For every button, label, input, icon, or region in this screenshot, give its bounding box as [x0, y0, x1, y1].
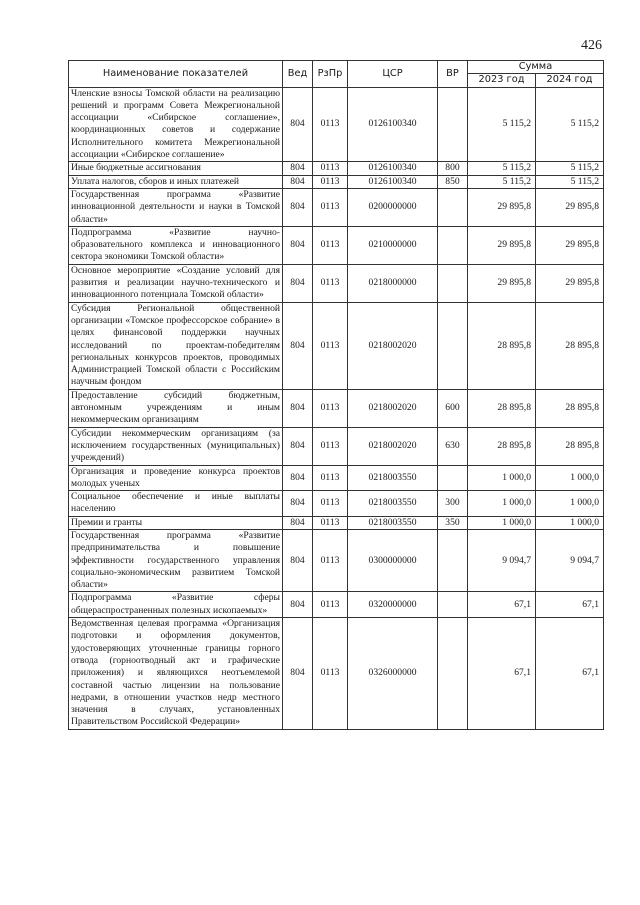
row-sum-2024-cell: 5 115,2 — [536, 175, 604, 188]
row-name-cell: Предоставление субсидий бюджетным, автономным учреждениям и иным некоммерческим организациям — [69, 389, 283, 427]
row-ved-cell: 804 — [283, 516, 313, 529]
table-row — [69, 465, 604, 491]
header-name: Наименование показателей — [69, 61, 283, 88]
row-name-cell: Подпрограмма «Развитие научно-образовательного комплекса и инновационного сектора экономики Томской области» — [69, 226, 283, 264]
row-rzpr-cell: 0113 — [313, 529, 348, 591]
row-vr-cell: 600 — [438, 389, 468, 427]
table-row — [69, 226, 604, 264]
row-csr-cell: 0218002020 — [348, 427, 438, 465]
row-csr-cell: 0320000000 — [348, 592, 438, 618]
row-sum-2023-cell: 28 895,8 — [468, 302, 536, 389]
header-csr: ЦСР — [348, 61, 438, 88]
row-ved-cell: 804 — [283, 618, 313, 730]
row-csr-cell: 0326000000 — [348, 618, 438, 730]
row-csr-cell: 0218003550 — [348, 465, 438, 491]
header-sum: Сумма — [468, 61, 604, 74]
table-row — [69, 264, 604, 302]
header-ved: Вед — [283, 61, 313, 88]
row-rzpr-cell: 0113 — [313, 592, 348, 618]
row-sum-2024-cell: 1 000,0 — [536, 465, 604, 491]
row-sum-2023-cell: 29 895,8 — [468, 264, 536, 302]
row-ved-cell: 804 — [283, 592, 313, 618]
row-rzpr-cell: 0113 — [313, 465, 348, 491]
row-vr-cell — [438, 592, 468, 618]
row-vr-cell — [438, 226, 468, 264]
row-name-cell: Членские взносы Томской области на реализацию решений и программ Совета Межрегиональной ассоциации «Сибирское соглашение», координационных советов и содержание Исполнительного комитета Межрегиональной ассоциации «Сибирское соглашение» — [69, 87, 283, 162]
row-rzpr-cell: 0113 — [313, 618, 348, 730]
page-number: 426 — [581, 38, 602, 53]
row-rzpr-cell: 0113 — [313, 175, 348, 188]
row-sum-2023-cell: 1 000,0 — [468, 465, 536, 491]
row-sum-2024-cell: 67,1 — [536, 618, 604, 730]
row-name-cell: Уплата налогов, сборов и иных платежей — [69, 175, 283, 188]
row-name-cell: Подпрограмма «Развитие сферы общераспространенных полезных ископаемых» — [69, 592, 283, 618]
row-sum-2023-cell: 28 895,8 — [468, 427, 536, 465]
table-row — [69, 427, 604, 465]
table-row — [69, 516, 604, 529]
row-ved-cell: 804 — [283, 465, 313, 491]
row-sum-2024-cell: 1 000,0 — [536, 491, 604, 517]
table-row — [69, 162, 604, 175]
row-sum-2023-cell: 5 115,2 — [468, 162, 536, 175]
row-sum-2024-cell: 28 895,8 — [536, 389, 604, 427]
table-row — [69, 87, 604, 162]
row-sum-2024-cell: 28 895,8 — [536, 427, 604, 465]
row-ved-cell: 804 — [283, 389, 313, 427]
row-rzpr-cell: 0113 — [313, 491, 348, 517]
row-rzpr-cell: 0113 — [313, 516, 348, 529]
row-csr-cell: 0126100340 — [348, 175, 438, 188]
row-sum-2023-cell: 1 000,0 — [468, 516, 536, 529]
row-sum-2023-cell: 28 895,8 — [468, 389, 536, 427]
row-rzpr-cell: 0113 — [313, 427, 348, 465]
row-sum-2023-cell: 29 895,8 — [468, 226, 536, 264]
row-sum-2024-cell: 5 115,2 — [536, 162, 604, 175]
row-ved-cell: 804 — [283, 302, 313, 389]
row-sum-2024-cell: 1 000,0 — [536, 516, 604, 529]
row-vr-cell — [438, 465, 468, 491]
row-vr-cell — [438, 529, 468, 591]
row-sum-2024-cell: 5 115,2 — [536, 87, 604, 162]
row-ved-cell: 804 — [283, 529, 313, 591]
row-sum-2024-cell: 29 895,8 — [536, 188, 604, 226]
row-vr-cell — [438, 264, 468, 302]
row-vr-cell: 850 — [438, 175, 468, 188]
row-name-cell: Ведомственная целевая программа «Организация подготовки и оформления документов, удостоверяющих уточненные границы горного отвода (горноотводный акт и графические приложения) и являющихся неотъемлемой составной частью лицензии на пользование недрами, в отношении участков недр местного значения в случаях, установленных Правительством Российской Федерации» — [69, 618, 283, 730]
table-row — [69, 491, 604, 517]
row-rzpr-cell: 0113 — [313, 162, 348, 175]
table-row — [69, 529, 604, 591]
header-rzpr: РзПр — [313, 61, 348, 88]
row-rzpr-cell: 0113 — [313, 264, 348, 302]
header-year-2023: 2023 год — [468, 74, 536, 87]
table-row — [69, 188, 604, 226]
row-sum-2024-cell: 28 895,8 — [536, 302, 604, 389]
header-vr: ВР — [438, 61, 468, 88]
row-rzpr-cell: 0113 — [313, 302, 348, 389]
row-name-cell: Субсидии некоммерческим организациям (за исключением государственных (муниципальных) учреждений) — [69, 427, 283, 465]
row-name-cell: Организация и проведение конкурса проектов молодых ученых — [69, 465, 283, 491]
row-ved-cell: 804 — [283, 226, 313, 264]
row-sum-2024-cell: 29 895,8 — [536, 226, 604, 264]
row-name-cell: Социальное обеспечение и иные выплаты населению — [69, 491, 283, 517]
row-ved-cell: 804 — [283, 175, 313, 188]
row-name-cell: Премии и гранты — [69, 516, 283, 529]
row-vr-cell — [438, 302, 468, 389]
row-name-cell: Государственная программа «Развитие предпринимательства и повышение эффективности государственного управления социально-экономическим развитием Томской области» — [69, 529, 283, 591]
row-name-cell: Субсидия Региональной общественной организации «Томское профессорское собрание» в целях финансовой поддержки научных исследований по проектам-победителям региональных конкурсов проектов, проводимых Администрацией Томской области с Российским научным фондом — [69, 302, 283, 389]
row-csr-cell: 0200000000 — [348, 188, 438, 226]
table-row — [69, 175, 604, 188]
row-ved-cell: 804 — [283, 427, 313, 465]
row-vr-cell — [438, 87, 468, 162]
table-row — [69, 302, 604, 389]
table-row — [69, 592, 604, 618]
row-csr-cell: 0126100340 — [348, 87, 438, 162]
row-sum-2024-cell: 9 094,7 — [536, 529, 604, 591]
row-vr-cell: 300 — [438, 491, 468, 517]
row-vr-cell: 800 — [438, 162, 468, 175]
row-ved-cell: 804 — [283, 491, 313, 517]
table-row — [69, 389, 604, 427]
row-sum-2023-cell: 5 115,2 — [468, 175, 536, 188]
table-body — [69, 87, 604, 729]
row-sum-2024-cell: 67,1 — [536, 592, 604, 618]
row-rzpr-cell: 0113 — [313, 389, 348, 427]
row-ved-cell: 804 — [283, 87, 313, 162]
row-rzpr-cell: 0113 — [313, 87, 348, 162]
row-vr-cell: 630 — [438, 427, 468, 465]
row-rzpr-cell: 0113 — [313, 188, 348, 226]
row-name-cell: Иные бюджетные ассигнования — [69, 162, 283, 175]
row-csr-cell: 0218003550 — [348, 516, 438, 529]
row-vr-cell — [438, 188, 468, 226]
row-sum-2023-cell: 1 000,0 — [468, 491, 536, 517]
row-ved-cell: 804 — [283, 264, 313, 302]
row-sum-2023-cell: 67,1 — [468, 618, 536, 730]
row-sum-2024-cell: 29 895,8 — [536, 264, 604, 302]
row-vr-cell: 350 — [438, 516, 468, 529]
row-csr-cell: 0210000000 — [348, 226, 438, 264]
row-vr-cell — [438, 618, 468, 730]
row-name-cell: Государственная программа «Развитие инновационной деятельности и науки в Томской области» — [69, 188, 283, 226]
budget-table — [68, 60, 604, 730]
row-sum-2023-cell: 5 115,2 — [468, 87, 536, 162]
row-rzpr-cell: 0113 — [313, 226, 348, 264]
row-csr-cell: 0300000000 — [348, 529, 438, 591]
row-sum-2023-cell: 29 895,8 — [468, 188, 536, 226]
row-csr-cell: 0126100340 — [348, 162, 438, 175]
row-ved-cell: 804 — [283, 162, 313, 175]
row-csr-cell: 0218000000 — [348, 264, 438, 302]
row-csr-cell: 0218002020 — [348, 302, 438, 389]
row-csr-cell: 0218003550 — [348, 491, 438, 517]
row-sum-2023-cell: 9 094,7 — [468, 529, 536, 591]
row-name-cell: Основное мероприятие «Создание условий для развития и реализации научно-технического и инновационного потенциала Томской области» — [69, 264, 283, 302]
header-year-2024: 2024 год — [536, 74, 604, 87]
table-row — [69, 618, 604, 730]
row-ved-cell: 804 — [283, 188, 313, 226]
row-csr-cell: 0218002020 — [348, 389, 438, 427]
row-sum-2023-cell: 67,1 — [468, 592, 536, 618]
